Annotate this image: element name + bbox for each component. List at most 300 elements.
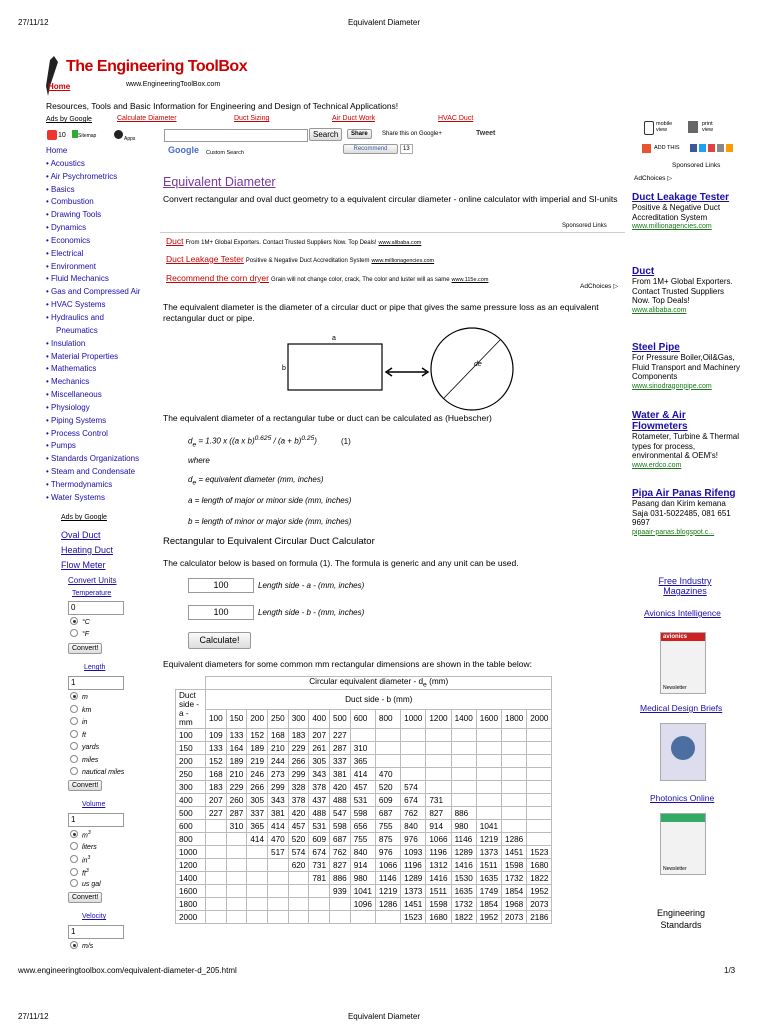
radio-miles[interactable]: miles bbox=[70, 756, 98, 764]
radio-us-gal[interactable]: us gal bbox=[70, 880, 101, 888]
table-cell: 1854 bbox=[502, 885, 527, 898]
col-header: 1600 bbox=[476, 709, 501, 729]
ad-flow-meter[interactable]: Flow Meter bbox=[61, 560, 106, 570]
table-cell: 287 bbox=[226, 807, 247, 820]
sidebar-ad-url[interactable]: www.alibaba.com bbox=[632, 306, 687, 314]
table-cell: 414 bbox=[268, 820, 289, 833]
table-cell: 1854 bbox=[476, 898, 501, 911]
share-text: Share this on Google+ bbox=[382, 131, 442, 137]
table-cell: 229 bbox=[226, 781, 247, 794]
tagline: Resources, Tools and Basic Information for Engineering and Design of Technical Applications! bbox=[46, 101, 399, 111]
text-ad-url[interactable]: www.115e.com bbox=[451, 277, 489, 283]
nav-item[interactable]: • Air Psychrometrics bbox=[46, 171, 118, 181]
print-view-label[interactable]: print view bbox=[702, 121, 714, 133]
table-cell: 914 bbox=[426, 820, 451, 833]
table-cell bbox=[502, 794, 527, 807]
table-cell bbox=[451, 755, 476, 768]
table-cell bbox=[451, 729, 476, 742]
nav-item[interactable]: • Physiology bbox=[46, 402, 90, 412]
sidebar-ad-title[interactable]: Pipa Air Panas Rifeng bbox=[632, 488, 736, 499]
medical-design-link[interactable]: Medical Design Briefs bbox=[640, 703, 723, 713]
table-cell: 260 bbox=[226, 794, 247, 807]
convert-length-button[interactable]: Convert! bbox=[68, 780, 102, 791]
table-cell bbox=[502, 768, 527, 781]
table-cell: 875 bbox=[375, 833, 400, 846]
table-cell: 755 bbox=[375, 820, 400, 833]
table-cell: 914 bbox=[350, 859, 375, 872]
table-cell: 1451 bbox=[502, 846, 527, 859]
table-cell bbox=[226, 898, 247, 911]
table-cell bbox=[206, 859, 227, 872]
table-cell bbox=[206, 911, 227, 924]
home-link[interactable]: Home bbox=[48, 82, 71, 91]
col-header: 2000 bbox=[527, 709, 552, 729]
nav-item[interactable]: • Dynamics bbox=[46, 223, 87, 233]
table-cell: 164 bbox=[226, 742, 247, 755]
text-ad-desc: Positive & Negative Duct Accreditation System bbox=[245, 258, 370, 264]
table-cell: 1598 bbox=[426, 898, 451, 911]
apps-label[interactable]: Apps bbox=[124, 136, 136, 142]
table-cell bbox=[527, 768, 552, 781]
nav-item[interactable]: • Standards Organizations bbox=[46, 454, 140, 464]
nav-item[interactable]: • Water Systems bbox=[46, 492, 105, 502]
table-cell: 976 bbox=[375, 846, 400, 859]
table-cell: 343 bbox=[309, 768, 330, 781]
table-cell: 488 bbox=[309, 807, 330, 820]
table-cell: 656 bbox=[350, 820, 375, 833]
table-cell bbox=[247, 846, 268, 859]
nav-item[interactable]: • Piping Systems bbox=[46, 415, 107, 425]
text-ad-title[interactable]: Recommend the corn dryer bbox=[166, 273, 269, 283]
avionics-magazine-image[interactable]: avionics Newsletter bbox=[660, 632, 706, 694]
tweet-button[interactable]: Tweet bbox=[476, 130, 496, 137]
radio-liters[interactable]: liters bbox=[70, 843, 97, 851]
table-cell bbox=[527, 781, 552, 794]
nav-item[interactable]: • Economics bbox=[46, 235, 91, 245]
table-cell bbox=[375, 742, 400, 755]
table-cell: 420 bbox=[330, 781, 351, 794]
table-cell: 457 bbox=[350, 781, 375, 794]
table-cell: 1312 bbox=[426, 859, 451, 872]
table-cell: 1598 bbox=[502, 859, 527, 872]
table-cell: 1749 bbox=[476, 885, 501, 898]
radio-ft3[interactable]: $ft^3$ bbox=[70, 868, 89, 877]
table-cell bbox=[401, 755, 426, 768]
table-cell: 1822 bbox=[451, 911, 476, 924]
table-cell bbox=[330, 898, 351, 911]
sidebar-ad-title[interactable]: Steel Pipe bbox=[632, 342, 680, 353]
sidebar-sponsored-label: Sponsored Links bbox=[672, 162, 721, 169]
nav-item[interactable]: • Drawing Tools bbox=[46, 210, 102, 220]
radio-in3[interactable]: $in^3$ bbox=[70, 855, 90, 864]
table-cell: 886 bbox=[330, 872, 351, 885]
volume-input[interactable]: 1 bbox=[68, 813, 124, 827]
table-cell: 299 bbox=[268, 781, 289, 794]
row-header: 800 bbox=[176, 833, 206, 846]
table-cell bbox=[527, 820, 552, 833]
table-cell: 210 bbox=[226, 768, 247, 781]
table-cell: 365 bbox=[350, 755, 375, 768]
table-cell: 827 bbox=[330, 859, 351, 872]
table-cell bbox=[451, 768, 476, 781]
radio-yards[interactable]: yards bbox=[70, 743, 99, 751]
table-cell: 598 bbox=[330, 820, 351, 833]
ad-calculate-diameter[interactable]: Calculate Diameter bbox=[117, 115, 177, 122]
formula: $d_e = 1.30$ x ((a x $b)^{0.625} / (a + b)^{0.25}$) (1) bbox=[188, 435, 351, 449]
photonics-magazine-image[interactable]: Newsletter bbox=[660, 813, 706, 875]
table-row bbox=[176, 820, 552, 833]
table-cell: 229 bbox=[288, 742, 309, 755]
col-header: 800 bbox=[375, 709, 400, 729]
table-cell: 1952 bbox=[476, 911, 501, 924]
nav-item[interactable]: • Process Control bbox=[46, 428, 108, 438]
formula-intro: The equivalent diameter of a rectangular tube or duct can be calculated as (Huebscher) bbox=[163, 413, 492, 423]
table-cell bbox=[330, 911, 351, 924]
table-cell bbox=[309, 898, 330, 911]
plusone-count: 10 bbox=[58, 132, 66, 139]
text-ad-url[interactable]: www.millionagencies.com bbox=[371, 258, 435, 264]
table-cell bbox=[426, 755, 451, 768]
table-row bbox=[176, 859, 552, 872]
table-cell: 168 bbox=[268, 729, 289, 742]
table-cell: 1451 bbox=[401, 898, 426, 911]
row-header: 1200 bbox=[176, 859, 206, 872]
duct-diagram bbox=[280, 326, 540, 416]
table-cell: 517 bbox=[268, 846, 289, 859]
table-cell bbox=[476, 807, 501, 820]
nav-item[interactable]: • Mathematics bbox=[46, 364, 97, 374]
ad-hvac-duct[interactable]: HVAC Duct bbox=[438, 115, 474, 122]
radio-nautical-miles[interactable]: nautical miles bbox=[70, 768, 124, 776]
site-title[interactable]: The Engineering ToolBox bbox=[66, 58, 248, 75]
col-header: 300 bbox=[288, 709, 309, 729]
table-cell: 287 bbox=[330, 742, 351, 755]
mobile-view-label[interactable]: mobile view bbox=[656, 121, 673, 133]
table-cell bbox=[226, 846, 247, 859]
apps-icon[interactable] bbox=[114, 130, 123, 139]
nav-item[interactable]: • Basics bbox=[46, 184, 75, 194]
table-cell: 109 bbox=[206, 729, 227, 742]
ad-oval-duct[interactable]: Oval Duct bbox=[61, 530, 101, 540]
sidebar-ad-url[interactable]: www.millionagencies.com bbox=[632, 223, 712, 230]
side-b-label: Length side - b - (mm, inches) bbox=[258, 608, 365, 617]
table-row bbox=[176, 729, 552, 742]
sitemap-label[interactable]: Sitemap bbox=[78, 133, 97, 139]
radio-fahrenheit[interactable]: °F bbox=[70, 630, 89, 638]
table-cell bbox=[476, 729, 501, 742]
text-ad-title[interactable]: Duct bbox=[166, 236, 184, 246]
share-button[interactable]: Share bbox=[347, 129, 372, 139]
sponsored-links-label: Sponsored Links bbox=[562, 223, 607, 229]
table-cell bbox=[527, 742, 552, 755]
sidebar-ad-title[interactable]: Duct bbox=[632, 266, 655, 277]
table-cell: 687 bbox=[330, 833, 351, 846]
table-cell: 1093 bbox=[401, 846, 426, 859]
site-url: www.EngineeringToolBox.com bbox=[126, 81, 221, 88]
google-logo: Google bbox=[168, 145, 199, 155]
nav-item[interactable]: • Material Properties bbox=[46, 351, 119, 361]
nav-item[interactable]: • Insulation bbox=[46, 338, 86, 348]
table-cell bbox=[527, 755, 552, 768]
table-cell: 305 bbox=[309, 755, 330, 768]
photonics-link[interactable]: Photonics Online bbox=[650, 793, 715, 803]
engineering-standards-link[interactable]: Engineering Standards bbox=[656, 908, 706, 930]
adchoices-link[interactable]: AdChoices ▷ bbox=[580, 283, 619, 290]
table-row bbox=[176, 794, 552, 807]
table-row bbox=[176, 768, 552, 781]
print-view-icon[interactable] bbox=[688, 121, 698, 133]
col-header: 1400 bbox=[451, 709, 476, 729]
free-magazines-link[interactable]: Free Industry Magazines bbox=[658, 576, 712, 596]
side-a-input[interactable]: 100 bbox=[188, 578, 254, 593]
table-cell bbox=[268, 898, 289, 911]
radio-km[interactable]: km bbox=[70, 706, 91, 714]
table-cell: 1530 bbox=[451, 872, 476, 885]
radio-ft[interactable]: ft bbox=[70, 731, 86, 739]
convert-volume-button[interactable]: Convert! bbox=[68, 892, 102, 903]
table-row bbox=[176, 833, 552, 846]
text-ad bbox=[166, 236, 421, 246]
def-b: b = length of minor or major side (mm, inches) bbox=[188, 517, 352, 526]
left-ads-label[interactable]: Ads by Google bbox=[61, 514, 107, 521]
sidebar-ad-title[interactable]: Duct Leakage Tester bbox=[632, 192, 730, 203]
table-cell: 328 bbox=[288, 781, 309, 794]
table-cell bbox=[350, 911, 375, 924]
intro-text: Convert rectangular and oval duct geometry to a equivalent circular diameter - online calculator with imperial and SI-units bbox=[163, 194, 618, 204]
table-cell: 457 bbox=[288, 820, 309, 833]
sidebar-ad-url[interactable]: www.sinodragonpipe.com bbox=[632, 382, 712, 390]
table-cell bbox=[426, 768, 451, 781]
nav-list bbox=[46, 145, 156, 505]
table-cell bbox=[476, 781, 501, 794]
nav-item[interactable]: Pneumatics bbox=[56, 325, 98, 335]
table-cell bbox=[527, 794, 552, 807]
table-cell: 189 bbox=[226, 755, 247, 768]
table-cell: 598 bbox=[350, 807, 375, 820]
table-cell: 1286 bbox=[502, 833, 527, 846]
definition-paragraph: The equivalent diameter is the diameter of a circular duct or pipe that gives the same pressure loss as an equivalent rectangular duct or pipe. bbox=[163, 302, 599, 323]
row-header: 250 bbox=[176, 768, 206, 781]
table-cell: 827 bbox=[426, 807, 451, 820]
ad-duct-sizing[interactable]: Duct Sizing bbox=[234, 115, 270, 122]
table-cell: 731 bbox=[309, 859, 330, 872]
table-row bbox=[176, 781, 552, 794]
nav-item[interactable]: • Miscellaneous bbox=[46, 390, 102, 400]
table-cell bbox=[247, 885, 268, 898]
table-cell bbox=[226, 859, 247, 872]
table-cell: 365 bbox=[247, 820, 268, 833]
table-cell bbox=[527, 833, 552, 846]
nav-item[interactable]: • Pumps bbox=[46, 441, 76, 451]
calculator-title: Rectangular to Equivalent Circular Duct Calculator bbox=[163, 536, 375, 547]
top-ads-label[interactable]: Ads by Google bbox=[46, 116, 92, 123]
radio-m3[interactable]: $m^3$ bbox=[70, 830, 91, 839]
table-cell bbox=[309, 885, 330, 898]
table-cell: 133 bbox=[206, 742, 227, 755]
table-row bbox=[176, 742, 552, 755]
table-cell: 1416 bbox=[451, 859, 476, 872]
sidebar-ad bbox=[632, 266, 742, 315]
table-cell: 246 bbox=[247, 768, 268, 781]
table-cell: 976 bbox=[401, 833, 426, 846]
share-icons[interactable] bbox=[690, 144, 738, 153]
print-url: www.engineeringtoolbox.com/equivalent-diameter-d_205.html bbox=[18, 966, 237, 975]
table-cell bbox=[476, 768, 501, 781]
table-cell bbox=[226, 911, 247, 924]
page-title: Equivalent Diameter bbox=[163, 175, 276, 189]
table-cell bbox=[288, 911, 309, 924]
table-cell: 2073 bbox=[502, 911, 527, 924]
table-row bbox=[176, 755, 552, 768]
medical-magazine-image[interactable] bbox=[660, 723, 706, 781]
table-cell: 1373 bbox=[401, 885, 426, 898]
sidebar-ad-url[interactable]: pipaair-panas.blogspot.c... bbox=[632, 528, 715, 536]
addthis-icon[interactable] bbox=[642, 144, 651, 153]
nav-item[interactable]: • Environment bbox=[46, 261, 96, 271]
sidebar-ad-url[interactable]: www.erdco.com bbox=[632, 461, 682, 469]
table-cell: 1219 bbox=[375, 885, 400, 898]
calculate-button[interactable]: Calculate! bbox=[188, 632, 251, 649]
side-b-header: Duct side - b (mm) bbox=[206, 690, 552, 710]
velocity-label[interactable]: Velocity bbox=[82, 913, 107, 920]
table-cell: 1635 bbox=[476, 872, 501, 885]
col-header: 250 bbox=[268, 709, 289, 729]
search-input[interactable] bbox=[164, 129, 308, 142]
recommend-button[interactable]: Recommend bbox=[343, 144, 398, 154]
mobile-view-icon[interactable] bbox=[644, 121, 654, 135]
table-cell: 755 bbox=[350, 833, 375, 846]
nav-item[interactable]: • HVAC Systems bbox=[46, 300, 106, 310]
nav-item[interactable]: • Combustion bbox=[46, 197, 94, 207]
sidebar-ad bbox=[632, 410, 742, 470]
row-header: 2000 bbox=[176, 911, 206, 924]
ad-air-duct-work[interactable]: Air Duct Work bbox=[332, 115, 376, 122]
table-cell: 1968 bbox=[502, 898, 527, 911]
radio-ms[interactable]: m/s bbox=[70, 942, 93, 950]
text-ad-url[interactable]: www.alibaba.com bbox=[378, 240, 422, 246]
temperature-input[interactable]: 0 bbox=[68, 601, 124, 615]
table-cell: 980 bbox=[451, 820, 476, 833]
sidebar-ad-desc: Pasang dan Kirim kemana Saja 031-5022485, 081 651 9697 bbox=[632, 499, 731, 527]
length-label[interactable]: Length bbox=[84, 664, 106, 671]
table-cell bbox=[247, 898, 268, 911]
table-row bbox=[176, 872, 552, 885]
table-cell: 152 bbox=[206, 755, 227, 768]
table-cell: 378 bbox=[288, 794, 309, 807]
nav-item[interactable]: • Mechanics bbox=[46, 377, 90, 387]
table-cell: 343 bbox=[268, 794, 289, 807]
table-cell: 207 bbox=[206, 794, 227, 807]
table-cell bbox=[502, 807, 527, 820]
temperature-label[interactable]: Temperature bbox=[72, 590, 112, 597]
convert-units-title[interactable]: Convert Units bbox=[68, 576, 117, 585]
table-cell: 1289 bbox=[451, 846, 476, 859]
table-cell: 1635 bbox=[451, 885, 476, 898]
table-cell: 1041 bbox=[350, 885, 375, 898]
table-cell: 520 bbox=[288, 833, 309, 846]
addthis-label[interactable]: ADD THIS bbox=[654, 145, 680, 151]
plusone-icon[interactable] bbox=[47, 130, 57, 140]
col-header: 500 bbox=[330, 709, 351, 729]
table-cell: 609 bbox=[309, 833, 330, 846]
table-cell: 531 bbox=[350, 794, 375, 807]
avionics-link[interactable]: Avionics Intelligence bbox=[644, 608, 721, 618]
table-cell: 574 bbox=[288, 846, 309, 859]
radio-celsius[interactable]: °C bbox=[70, 618, 90, 626]
table-cell: 1732 bbox=[502, 872, 527, 885]
text-ad-title[interactable]: Duct Leakage Tester bbox=[166, 254, 244, 264]
table-cell: 227 bbox=[330, 729, 351, 742]
nav-home[interactable]: Home bbox=[46, 146, 68, 155]
table-row bbox=[176, 885, 552, 898]
velocity-input[interactable]: 1 bbox=[68, 925, 124, 939]
table-cell: 1289 bbox=[401, 872, 426, 885]
nav-item[interactable]: • Thermodynamics bbox=[46, 479, 113, 489]
ad-heating-duct[interactable]: Heating Duct bbox=[61, 545, 114, 555]
sidebar-ad-desc: For Pressure Boiler,Oil&Gas, Fluid Transport and Machinery Components bbox=[632, 353, 741, 381]
row-header: 1000 bbox=[176, 846, 206, 859]
nav-item[interactable]: • Gas and Compressed Air bbox=[46, 287, 141, 297]
table-cell: 299 bbox=[288, 768, 309, 781]
table-cell bbox=[247, 872, 268, 885]
nav-item[interactable]: • Electrical bbox=[46, 248, 84, 258]
calculator-description: The calculator below is based on formula (1). The formula is generic and any unit can be used. bbox=[163, 558, 519, 568]
table-cell bbox=[206, 872, 227, 885]
nav-item[interactable]: • Acoustics bbox=[46, 158, 85, 168]
table-cell: 470 bbox=[268, 833, 289, 846]
table-cell: 1066 bbox=[375, 859, 400, 872]
volume-label[interactable]: Volume bbox=[82, 801, 106, 808]
where-label: where bbox=[188, 456, 210, 465]
table-cell bbox=[247, 859, 268, 872]
table-cell: 2186 bbox=[527, 911, 552, 924]
table-cell: 1680 bbox=[426, 911, 451, 924]
sidebar-ad-desc: From 1M+ Global Exporters. Contact Trusted Suppliers Now. Top Deals! bbox=[632, 277, 733, 305]
def-de: $d_e$ = equivalent diameter (mm, inches) bbox=[188, 475, 324, 487]
radio-m[interactable]: m bbox=[70, 693, 88, 701]
convert-temperature-button[interactable]: Convert! bbox=[68, 643, 102, 654]
nav-item[interactable]: • Steam and Condensate bbox=[46, 467, 136, 477]
sidebar-ad bbox=[632, 488, 742, 537]
table-cell bbox=[527, 729, 552, 742]
table-cell: 337 bbox=[330, 755, 351, 768]
sidebar-ad-desc: Positive & Negative Duct Accreditation System bbox=[632, 203, 721, 222]
sidebar-ad-title[interactable]: Water & Air Flowmeters bbox=[632, 410, 688, 432]
table-row bbox=[176, 846, 552, 859]
col-header: 1200 bbox=[426, 709, 451, 729]
radio-in[interactable]: in bbox=[70, 718, 87, 726]
search-button[interactable]: Search bbox=[309, 128, 342, 141]
table-cell bbox=[527, 807, 552, 820]
print-title-2: Equivalent Diameter bbox=[347, 1012, 421, 1021]
nav-item[interactable]: • Hydraulics and bbox=[46, 312, 104, 322]
row-header: 600 bbox=[176, 820, 206, 833]
table-cell bbox=[268, 885, 289, 898]
sidebar-adchoices[interactable]: AdChoices ▷ bbox=[634, 175, 673, 182]
table-cell: 310 bbox=[350, 742, 375, 755]
sidebar-ad-desc: Rotameter, Turbine & Thermal types for process, environmental & OEM's! bbox=[632, 432, 740, 460]
row-header: 100 bbox=[176, 729, 206, 742]
length-input[interactable]: 1 bbox=[68, 676, 124, 690]
table-cell bbox=[502, 729, 527, 742]
table-cell: 183 bbox=[288, 729, 309, 742]
table-cell bbox=[226, 872, 247, 885]
side-b-input[interactable]: 100 bbox=[188, 605, 254, 620]
row-header: 1600 bbox=[176, 885, 206, 898]
table-cell: 840 bbox=[350, 846, 375, 859]
table-cell: 1196 bbox=[401, 859, 426, 872]
nav-item[interactable]: • Fluid Mechanics bbox=[46, 274, 109, 284]
